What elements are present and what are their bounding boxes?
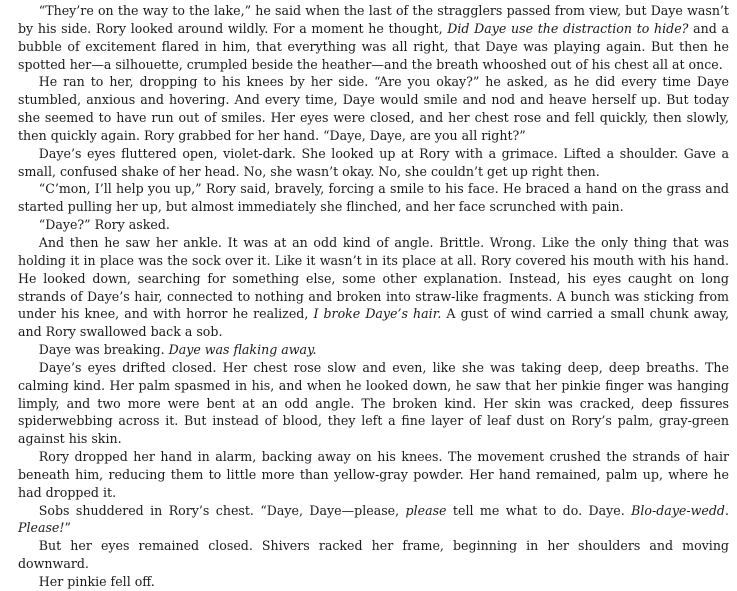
italic-text: I broke Daye’s hair. (313, 306, 442, 322)
story-paragraph (18, 448, 729, 502)
text-segment: “C’mon, I’ll help you up,” Rory said, bravely, forcing a smile to his face. He braced a hand on the grass and started pulling her up, but almost immediately she flinched, and her face scrunched with pain. (18, 181, 729, 215)
story-paragraph (18, 73, 729, 144)
story-paragraph (18, 341, 729, 359)
text-segment: Daye’s eyes fluttered open, violet-dark. She looked up at Rory with a grimace. Lifted a shoulder. Gave a small, confused shake of her head. No, she wasn’t okay. No, she couldn’t get up right then. (18, 145, 729, 179)
story-paragraph (18, 234, 729, 341)
text-segment: “Daye?” Rory asked. (38, 217, 170, 233)
italic-text: Blo-daye-wedd. Please! (18, 502, 729, 536)
text-segment: But her eyes remained closed. Shivers racked her frame, beginning in her shoulders and moving downward. (18, 538, 729, 572)
text-segment: and a bubble of excitement flared in him, that everything was all right, that Daye was playing again. But then he spotted her—a silhouette, crumpled beside the heather—and the breath whooshed out of his chest all at once. (18, 20, 730, 72)
text-segment: tell me what to do. Daye. (446, 502, 632, 518)
story-paragraph (18, 359, 729, 448)
story-paragraph (18, 145, 729, 181)
text-segment: ” (64, 520, 71, 536)
story-paragraph (18, 537, 729, 573)
text-segment: Daye’s eyes drifted closed. Her chest rose slow and even, like she was taking deep, deep breaths. The calming kind. Her palm spasmed in his, and when he looked down, he saw that her pinkie finger was hanging limply, and two more were bent at an odd angle. The broken kind. Her skin was cracked, deep fissures spiderwebbing across it. But instead of blood, they left a fine layer of leaf dust on Rory’s palm, gray-green against his skin. (18, 359, 729, 447)
text-segment: And then he saw her ankle. It was at an odd kind of angle. Brittle. Wrong. Like the only thing that was holding it in place was the sock over it. Like it wasn’t in its place at all. Rory covered his mouth with his hand. He looked down, searching for something else, some other explanation. Instead, his eyes caught on long strands of Daye’s hair, connected to nothing and broken into straw-like fragments. A bunch was sticking from under his knee, and with horror he realized, (18, 234, 729, 322)
text-segment: He ran to her, dropping to his knees by her side. “Are you okay?” he asked, as he did every time Daye stumbled, anxious and hovering. And every time, Daye would smile and nod and heave herself up. But today she seemed to have run out of smiles. Her eyes were closed, and her chest rose and fell quickly, then slowly, then quickly again. Rory grabbed for her hand. “Daye, Daye, are you all right?” (18, 74, 729, 143)
italic-text: please (405, 502, 447, 518)
text-segment: Her pinkie fell off. (38, 574, 155, 589)
text-segment: Rory dropped her hand in alarm, backing away on his knees. The movement crushed the strands of hair beneath him, reducing them to little more than yellow-gray powder. Her hand remained, palm up, where he had dropped it. (18, 449, 729, 500)
story-paragraph (18, 180, 729, 216)
text-segment: Sobs shuddered in Rory’s chest. “Daye, Daye—please, (38, 502, 406, 518)
text-segment: “They’re on the way to the lake,” he said when the last of the stragglers passed from view, but Daye wasn’t by his side. Rory looked around wildly. For a moment he thought, (18, 3, 729, 36)
story-paragraph (18, 216, 729, 234)
text-segment: A gust of wind carried a small chunk away, and Rory swallowed back a sob. (18, 306, 729, 340)
story-paragraph (18, 573, 729, 591)
text-segment: Daye was breaking. (38, 342, 169, 358)
story-paragraph (18, 2, 729, 73)
italic-text: Daye was flaking away. (168, 342, 317, 358)
italic-text: Did Daye use the distraction to hide? (447, 20, 689, 36)
